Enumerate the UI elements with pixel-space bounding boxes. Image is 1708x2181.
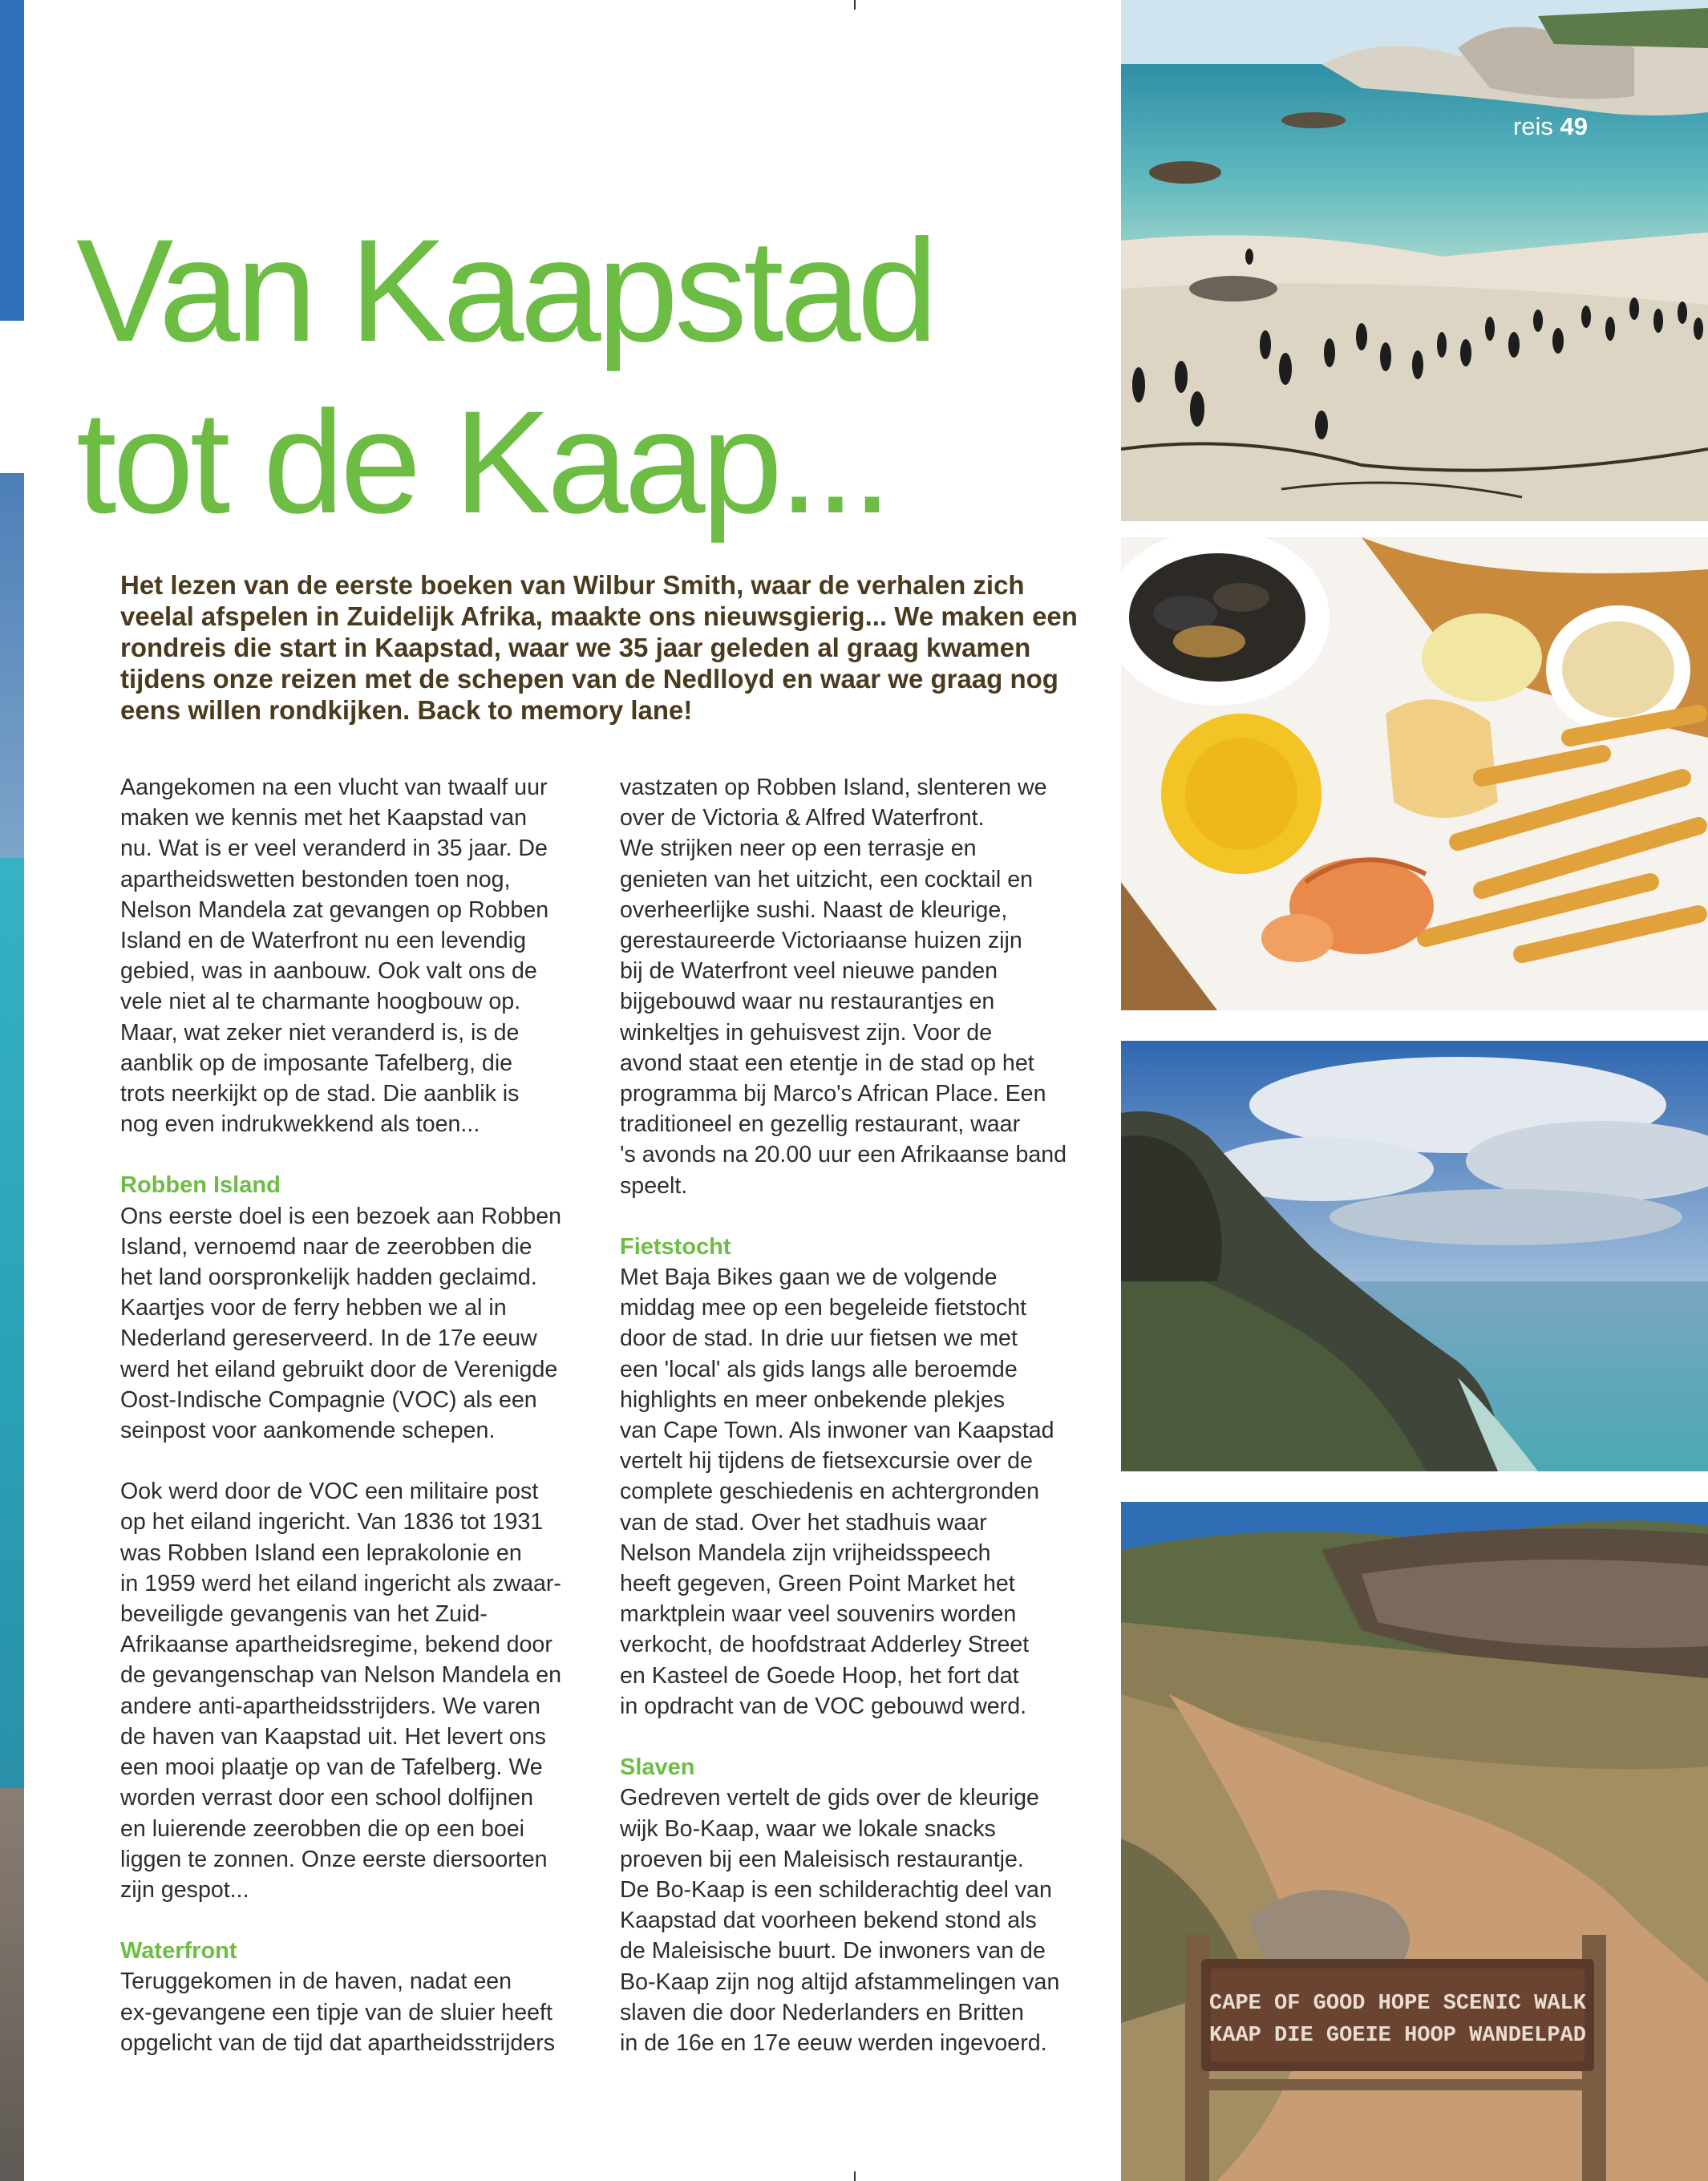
body-paragraph: Teruggekomen in de haven, nadat een ex-gevangene een tipje van de sluier heeft opgelicht van de tijd dat apartheidsstrijders	[120, 1969, 556, 2056]
subheading: Waterfront	[120, 1938, 237, 1965]
page-number	[1513, 112, 1588, 141]
text-column-left	[120, 772, 593, 2058]
body-paragraph: vastzaten op Robben Island, slenteren we over de Victoria & Alfred Waterfront. We strijken neer op een terrasje en genieten van het uitzicht, een cocktail en overheerlijke sushi. Naast de kleurige, gerestaureerde Victoriaanse huizen zijn bij de Waterfront veel nieuwe panden bijgebouwd waar nu restaurantjes en winkeltjes in gehuisvest zijn. Voor de avond staat een etentje in de stad op het programma bij Marco's African Place. Een traditioneel en gezellig restaurant, waar 's avonds na 20.00 uur een Afrikaanse band speelt.	[620, 775, 1067, 1199]
mountain-coast-photo	[1121, 1041, 1708, 1471]
body-paragraph: Ons eerste doel is een bezoek aan Robben Island, vernoemd naar de zeerobben die het land oorspronkelijk hadden geclaimd. Kaartjes voor de ferry hebben we al in Nederland gereserveerd. In de 17e eeuw werd het eiland gebruikt door de Verenigde Oost-Indische Compagnie (VOC) als een seinpost voor aankomende schepen.	[120, 1203, 562, 1444]
crop-mark	[854, 2171, 856, 2181]
body-paragraph: Ook werd door de VOC een militaire post op het eiland ingericht. Van 1836 tot 1931 was Robben Island een leprakolonie en in 1959 werd het eiland ingericht als zwaar- beveiligde gevangenis van het Zuid- Afrikaanse apartheidsregime, bekend door de gevangenschap van Nelson Mandela en andere anti-apartheidsstrijders. We varen de haven van Kaapstad uit. Het levert ons een mooi plaatje op van de Tafelberg. We worden verrast door een school dolfijnen en luierende zeerobben die op een boei liggen te zonnen. Onze eerste diersoorten zijn gespot...	[120, 1479, 562, 1903]
section-label: reis	[1512, 112, 1553, 140]
page-number-value: 49	[1560, 112, 1588, 140]
subheading: Fietstocht	[620, 1233, 731, 1260]
body-paragraph: Gedreven vertelt de gids over de kleurige wijk Bo-Kaap, waar we lokale snacks proeven bij een Maleisisch restaurantje. De Bo-Kaap is een schilderachtig deel van Kaapstad dat voorheen bekend stond als de Maleisische buurt. De inwoners van de Bo-Kaap zijn nog altijd afstammelingen van slaven die door Nederlanders en Britten in de 16e en 17e eeuw werden ingevoerd.	[620, 1785, 1060, 2056]
seafood-platter-photo	[1121, 537, 1708, 1010]
sign-text-line-2: KAAP DIE GOEIE HOOP WANDELPAD	[1209, 2024, 1586, 2048]
adjacent-page-edge	[0, 0, 24, 2181]
subheading: Slaven	[620, 1754, 695, 1781]
body-paragraph: Met Baja Bikes gaan we de volgende middag mee op een begeleide fietstocht door de stad. In drie uur fietsen we met een 'local' als gids langs alle beroemde highlights en meer onbekende plekjes van Cape Town. Als inwoner van Kaapstad vertelt hij tijdens de fietsexcursie over de complete geschiedenis en achtergronden van de stad. Over het stadhuis waar Nelson Mandela zijn vrijheidsspeech heeft gegeven, Green Point Market het marktplein waar veel souvenirs worden verkocht, de hoofdstraat Adderley Street en Kasteel de Goede Hoop, het fort dat in opdracht van de VOC gebouwd werd.	[620, 1264, 1054, 1719]
article-title	[76, 204, 934, 548]
intro-paragraph: Het lezen van de eerste boeken van Wilbur Smith, waar de verhalen zich veelal afspelen in Zuidelijk Afrika, maakte ons nieuwsgierig... We maken een rondreis die start in Kaapstad, waar we 35 jaar geleden al graag kwamen tijdens onze reizen met de schepen van de Nedlloyd en waar we graag nog eens willen rondkijken. Back to memory lane!	[120, 570, 1078, 725]
crop-mark	[854, 0, 856, 10]
body-paragraph: Aangekomen na een vlucht van twaalf uur maken we kennis met het Kaapstad van nu. Wat is er veel veranderd in 35 jaar. De apartheidswetten bestonden toen nog, Nelson Mandela zat gevangen op Robben Island en de Waterfront nu een levendig gebied, was in aanbouw. Ook valt ons de vele niet al te charmante hoogbouw op. Maar, wat zeker niet veranderd is, is de aanblik op de imposante Tafelberg, die trots neerkijkt op de stad. Die aanblik is nog even indrukwekkend als toen...	[120, 775, 549, 1138]
sign-text-line-1: CAPE OF GOOD HOPE SCENIC WALK	[1209, 1992, 1586, 2016]
penguin-beach-photo	[1121, 0, 1708, 521]
cape-sign-photo	[1121, 1502, 1708, 2181]
title-line-2: tot de Kaap...	[76, 380, 888, 544]
title-line-1: Van Kaapstad	[76, 208, 934, 372]
text-column-right	[620, 772, 1093, 2058]
subheading: Robben Island	[120, 1172, 281, 1199]
